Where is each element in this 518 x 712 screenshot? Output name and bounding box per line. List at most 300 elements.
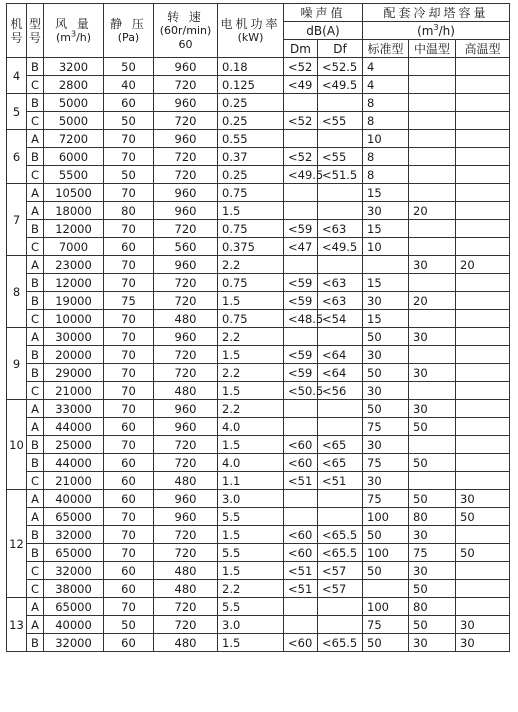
table-row — [7, 436, 510, 454]
cell-type: B — [27, 364, 44, 382]
cell-noise-dm: <52 — [284, 58, 318, 76]
cell-noise-df: <63 — [318, 292, 363, 310]
cell-speed: 960 — [154, 400, 218, 418]
cell-noise-df: <57 — [318, 580, 363, 598]
cell-tower-medium — [409, 148, 456, 166]
cell-noise-dm — [284, 598, 318, 616]
header-tower-standard: 标准型 — [363, 40, 409, 58]
header-speed-unit-2: 60 — [178, 37, 193, 51]
header-tower-high: 高温型 — [456, 40, 510, 58]
table-row — [7, 58, 510, 76]
cell-speed: 960 — [154, 202, 218, 220]
cell-motor-power: 1.5 — [218, 346, 284, 364]
cell-speed: 720 — [154, 454, 218, 472]
cell-motor-power: 0.75 — [218, 274, 284, 292]
cell-airflow: 65000 — [44, 598, 104, 616]
cell-noise-dm — [284, 202, 318, 220]
cell-type: A — [27, 490, 44, 508]
cell-static-pressure: 70 — [104, 544, 154, 562]
cell-motor-power: 1.5 — [218, 292, 284, 310]
table-row — [7, 256, 510, 274]
cell-motor-power: 5.5 — [218, 544, 284, 562]
cell-type: B — [27, 454, 44, 472]
cell-static-pressure: 70 — [104, 274, 154, 292]
table-row — [7, 418, 510, 436]
table-row — [7, 184, 510, 202]
cell-noise-df: <65.5 — [318, 526, 363, 544]
cell-airflow: 7200 — [44, 130, 104, 148]
cell-speed: 480 — [154, 562, 218, 580]
cell-speed: 720 — [154, 274, 218, 292]
cell-tower-standard: 50 — [363, 634, 409, 652]
cell-static-pressure: 60 — [104, 238, 154, 256]
cell-noise-dm — [284, 94, 318, 112]
header-speed-unit-1: (60r/min) — [159, 23, 212, 37]
cell-static-pressure: 70 — [104, 508, 154, 526]
cell-airflow: 30000 — [44, 328, 104, 346]
cell-tower-high: 50 — [456, 508, 510, 526]
cell-noise-dm: <59 — [284, 220, 318, 238]
cell-noise-dm — [284, 400, 318, 418]
cell-static-pressure: 60 — [104, 94, 154, 112]
cell-tower-high — [456, 472, 510, 490]
cell-speed: 720 — [154, 598, 218, 616]
cell-speed: 720 — [154, 364, 218, 382]
cell-machine-number: 10 — [7, 400, 27, 490]
cell-tower-standard: 10 — [363, 130, 409, 148]
cell-noise-df — [318, 184, 363, 202]
cell-type: A — [27, 328, 44, 346]
cell-static-pressure: 60 — [104, 454, 154, 472]
cell-speed: 960 — [154, 256, 218, 274]
cell-machine-number: 8 — [7, 256, 27, 328]
cell-machine-number: 5 — [7, 94, 27, 130]
cell-tower-medium — [409, 238, 456, 256]
cell-noise-df — [318, 130, 363, 148]
cell-static-pressure: 70 — [104, 130, 154, 148]
cell-speed: 480 — [154, 580, 218, 598]
cell-motor-power: 5.5 — [218, 598, 284, 616]
cell-tower-medium — [409, 346, 456, 364]
cell-tower-high — [456, 94, 510, 112]
cell-airflow: 38000 — [44, 580, 104, 598]
cell-tower-standard: 100 — [363, 598, 409, 616]
table-row — [7, 166, 510, 184]
cell-noise-df: <65 — [318, 436, 363, 454]
cell-machine-number: 4 — [7, 58, 27, 94]
cell-speed: 720 — [154, 346, 218, 364]
cell-type: C — [27, 310, 44, 328]
cell-tower-high — [456, 418, 510, 436]
cell-static-pressure: 70 — [104, 382, 154, 400]
cell-static-pressure: 75 — [104, 292, 154, 310]
cell-noise-df: <51 — [318, 472, 363, 490]
cell-type: C — [27, 112, 44, 130]
cell-tower-medium — [409, 382, 456, 400]
cell-noise-dm — [284, 130, 318, 148]
cell-motor-power: 0.75 — [218, 184, 284, 202]
cell-motor-power: 3.0 — [218, 616, 284, 634]
cell-tower-standard — [363, 580, 409, 598]
cell-speed: 720 — [154, 166, 218, 184]
table-row — [7, 616, 510, 634]
cell-type: A — [27, 202, 44, 220]
cell-airflow: 32000 — [44, 562, 104, 580]
header-speed — [154, 4, 218, 58]
cell-type: B — [27, 634, 44, 652]
cell-tower-medium: 30 — [409, 400, 456, 418]
cell-airflow: 5000 — [44, 94, 104, 112]
cell-tower-high — [456, 598, 510, 616]
header-noise-label: 噪声值 — [300, 5, 346, 20]
header-tower — [363, 4, 510, 22]
header-airflow-unit: $(m^3/h)$ — [55, 28, 92, 44]
cell-speed: 960 — [154, 58, 218, 76]
table-row — [7, 292, 510, 310]
cell-tower-medium: 20 — [409, 292, 456, 310]
cell-tower-high — [456, 562, 510, 580]
cell-airflow: 3200 — [44, 58, 104, 76]
cell-speed: 480 — [154, 634, 218, 652]
cell-motor-power: 2.2 — [218, 328, 284, 346]
cell-motor-power: 2.2 — [218, 256, 284, 274]
cell-noise-dm: <51 — [284, 472, 318, 490]
header-tower-medium: 中温型 — [409, 40, 456, 58]
cell-tower-high — [456, 310, 510, 328]
cell-motor-power: 1.5 — [218, 634, 284, 652]
cell-noise-df: <57 — [318, 562, 363, 580]
table-row — [7, 112, 510, 130]
cell-tower-medium: 30 — [409, 634, 456, 652]
cell-airflow: 44000 — [44, 454, 104, 472]
header-noise — [284, 4, 363, 22]
table-row — [7, 472, 510, 490]
header-tower-unit: $(m^3/h)$ — [363, 22, 510, 40]
cell-airflow: 65000 — [44, 544, 104, 562]
cell-noise-dm: <52 — [284, 148, 318, 166]
cell-tower-medium — [409, 76, 456, 94]
cell-static-pressure: 70 — [104, 346, 154, 364]
cell-airflow: 2800 — [44, 76, 104, 94]
cell-airflow: 44000 — [44, 418, 104, 436]
cell-tower-high — [456, 58, 510, 76]
cell-tower-standard: 30 — [363, 202, 409, 220]
cell-type: B — [27, 346, 44, 364]
cell-airflow: 5000 — [44, 112, 104, 130]
cell-tower-standard: 15 — [363, 274, 409, 292]
cell-tower-standard: 75 — [363, 418, 409, 436]
header-tower-label: 配套冷却塔容量 — [383, 5, 489, 20]
cell-speed: 960 — [154, 184, 218, 202]
table-row — [7, 382, 510, 400]
cell-static-pressure: 70 — [104, 400, 154, 418]
cell-static-pressure: 60 — [104, 562, 154, 580]
cell-noise-dm — [284, 490, 318, 508]
cell-noise-dm: <50.5 — [284, 382, 318, 400]
cell-noise-dm: <60 — [284, 436, 318, 454]
cell-noise-dm: <59 — [284, 274, 318, 292]
cell-tower-medium — [409, 220, 456, 238]
cell-tower-medium: 50 — [409, 418, 456, 436]
cell-static-pressure: 40 — [104, 76, 154, 94]
cell-noise-dm: <59 — [284, 364, 318, 382]
cell-static-pressure: 70 — [104, 598, 154, 616]
cell-motor-power: 4.0 — [218, 418, 284, 436]
cell-static-pressure: 70 — [104, 328, 154, 346]
cell-speed: 960 — [154, 130, 218, 148]
cell-noise-df — [318, 508, 363, 526]
header-noise-unit: dB(A) — [284, 22, 363, 40]
cell-noise-df: <64 — [318, 346, 363, 364]
cell-motor-power: 0.75 — [218, 220, 284, 238]
cell-machine-number: 6 — [7, 130, 27, 184]
cell-airflow: 33000 — [44, 400, 104, 418]
cell-noise-dm: <49 — [284, 76, 318, 94]
cell-tower-standard: 8 — [363, 148, 409, 166]
cell-noise-dm — [284, 256, 318, 274]
cell-motor-power: 0.75 — [218, 310, 284, 328]
cell-type: A — [27, 130, 44, 148]
cell-tower-standard: 4 — [363, 76, 409, 94]
cell-motor-power: 0.55 — [218, 130, 284, 148]
cell-static-pressure: 50 — [104, 112, 154, 130]
cell-airflow: 32000 — [44, 526, 104, 544]
cell-noise-df — [318, 616, 363, 634]
cell-tower-high: 30 — [456, 616, 510, 634]
cell-noise-dm: <60 — [284, 544, 318, 562]
cell-tower-standard: 15 — [363, 184, 409, 202]
cell-static-pressure: 70 — [104, 364, 154, 382]
cell-airflow: 32000 — [44, 634, 104, 652]
cell-noise-dm — [284, 418, 318, 436]
table-row — [7, 310, 510, 328]
cell-noise-dm — [284, 616, 318, 634]
cell-tower-high — [456, 436, 510, 454]
cell-type: B — [27, 292, 44, 310]
cell-tower-high — [456, 346, 510, 364]
table-row — [7, 634, 510, 652]
cell-tower-medium: 80 — [409, 508, 456, 526]
cell-noise-dm: <59 — [284, 346, 318, 364]
cell-airflow: 12000 — [44, 220, 104, 238]
cell-type: B — [27, 148, 44, 166]
cell-motor-power: 5.5 — [218, 508, 284, 526]
cell-tower-medium — [409, 436, 456, 454]
cell-tower-standard: 50 — [363, 328, 409, 346]
cell-type: C — [27, 580, 44, 598]
cell-tower-high — [456, 220, 510, 238]
cell-speed: 720 — [154, 544, 218, 562]
cell-type: C — [27, 76, 44, 94]
cell-airflow: 5500 — [44, 166, 104, 184]
cell-airflow: 65000 — [44, 508, 104, 526]
cell-type: B — [27, 274, 44, 292]
cell-type: B — [27, 94, 44, 112]
cell-static-pressure: 60 — [104, 580, 154, 598]
cell-motor-power: 1.5 — [218, 436, 284, 454]
cell-noise-dm: <52 — [284, 112, 318, 130]
cell-motor-power: 2.2 — [218, 400, 284, 418]
cell-tower-medium: 50 — [409, 454, 456, 472]
cell-machine-number: 13 — [7, 598, 27, 652]
cell-speed: 720 — [154, 148, 218, 166]
cell-motor-power: 0.125 — [218, 76, 284, 94]
cell-airflow: 18000 — [44, 202, 104, 220]
cell-noise-df: <63 — [318, 220, 363, 238]
header-type: 型号 — [27, 4, 44, 58]
cell-tower-standard: 30 — [363, 346, 409, 364]
cell-tower-high — [456, 454, 510, 472]
cell-speed: 480 — [154, 472, 218, 490]
cell-static-pressure: 50 — [104, 58, 154, 76]
header-motor-power — [218, 4, 284, 58]
cell-speed: 960 — [154, 94, 218, 112]
cell-tower-standard: 100 — [363, 508, 409, 526]
cell-static-pressure: 70 — [104, 220, 154, 238]
cell-airflow: 40000 — [44, 490, 104, 508]
cell-speed: 720 — [154, 76, 218, 94]
cell-type: C — [27, 238, 44, 256]
cell-tower-medium: 20 — [409, 202, 456, 220]
cell-noise-df — [318, 94, 363, 112]
cell-airflow: 29000 — [44, 364, 104, 382]
table-row — [7, 544, 510, 562]
table-row — [7, 346, 510, 364]
cell-airflow: 21000 — [44, 382, 104, 400]
cell-speed: 960 — [154, 328, 218, 346]
cell-tower-medium: 75 — [409, 544, 456, 562]
cell-motor-power: 3.0 — [218, 490, 284, 508]
cell-noise-dm — [284, 508, 318, 526]
cell-static-pressure: 50 — [104, 166, 154, 184]
cell-type: B — [27, 436, 44, 454]
cell-motor-power: 1.1 — [218, 472, 284, 490]
cell-tower-high — [456, 76, 510, 94]
cell-tower-standard: 50 — [363, 526, 409, 544]
cell-type: A — [27, 598, 44, 616]
cell-tower-medium: 30 — [409, 562, 456, 580]
cell-noise-dm: <60 — [284, 454, 318, 472]
header-airflow — [44, 4, 104, 58]
cell-static-pressure: 70 — [104, 148, 154, 166]
cell-type: A — [27, 400, 44, 418]
cell-tower-standard: 30 — [363, 382, 409, 400]
cell-tower-standard: 30 — [363, 472, 409, 490]
cell-noise-df: <65.5 — [318, 544, 363, 562]
cell-speed: 960 — [154, 418, 218, 436]
cell-tower-standard: 100 — [363, 544, 409, 562]
cell-type: C — [27, 472, 44, 490]
cell-machine-number: 9 — [7, 328, 27, 400]
cell-tower-standard: 50 — [363, 562, 409, 580]
cell-static-pressure: 60 — [104, 490, 154, 508]
cell-tower-standard: 50 — [363, 364, 409, 382]
table-row — [7, 598, 510, 616]
cell-noise-df: <55 — [318, 112, 363, 130]
cell-static-pressure: 60 — [104, 634, 154, 652]
cell-tower-standard: 15 — [363, 220, 409, 238]
cell-tower-medium — [409, 130, 456, 148]
cell-tower-standard: 15 — [363, 310, 409, 328]
cell-noise-df: <56 — [318, 382, 363, 400]
cell-noise-df — [318, 256, 363, 274]
cell-noise-dm: <49.5 — [284, 166, 318, 184]
cell-motor-power: 1.5 — [218, 526, 284, 544]
cell-tower-medium — [409, 166, 456, 184]
header-machine: 机号 — [7, 4, 27, 58]
table-row — [7, 94, 510, 112]
cell-static-pressure: 80 — [104, 202, 154, 220]
cell-airflow: 25000 — [44, 436, 104, 454]
cell-noise-df: <65 — [318, 454, 363, 472]
cell-noise-dm: <47 — [284, 238, 318, 256]
cell-tower-high — [456, 184, 510, 202]
cell-tower-standard: 8 — [363, 112, 409, 130]
fan-spec-table — [6, 3, 510, 652]
cell-noise-df: <54 — [318, 310, 363, 328]
cell-tower-medium: 30 — [409, 328, 456, 346]
cell-noise-dm: <60 — [284, 526, 318, 544]
cell-speed: 720 — [154, 616, 218, 634]
table-row — [7, 508, 510, 526]
table-row — [7, 238, 510, 256]
cell-static-pressure: 50 — [104, 616, 154, 634]
cell-type: B — [27, 58, 44, 76]
cell-speed: 720 — [154, 436, 218, 454]
cell-static-pressure: 70 — [104, 310, 154, 328]
table-row — [7, 76, 510, 94]
cell-tower-high — [456, 238, 510, 256]
cell-speed: 960 — [154, 508, 218, 526]
cell-airflow: 7000 — [44, 238, 104, 256]
cell-noise-dm: <48.5 — [284, 310, 318, 328]
cell-speed: 720 — [154, 526, 218, 544]
table-row — [7, 490, 510, 508]
table-row — [7, 274, 510, 292]
cell-tower-standard: 75 — [363, 454, 409, 472]
cell-speed: 560 — [154, 238, 218, 256]
cell-tower-high — [456, 382, 510, 400]
cell-tower-standard: 8 — [363, 94, 409, 112]
cell-machine-number: 12 — [7, 490, 27, 598]
cell-static-pressure: 60 — [104, 472, 154, 490]
cell-tower-medium: 50 — [409, 490, 456, 508]
cell-tower-medium — [409, 274, 456, 292]
cell-noise-df — [318, 400, 363, 418]
cell-tower-medium — [409, 472, 456, 490]
cell-speed: 480 — [154, 310, 218, 328]
cell-tower-medium: 50 — [409, 580, 456, 598]
cell-noise-dm: <51 — [284, 580, 318, 598]
cell-speed: 720 — [154, 220, 218, 238]
cell-tower-medium — [409, 94, 456, 112]
cell-type: A — [27, 616, 44, 634]
cell-motor-power: 0.37 — [218, 148, 284, 166]
cell-tower-high: 20 — [456, 256, 510, 274]
cell-noise-dm: <59 — [284, 292, 318, 310]
cell-tower-high — [456, 328, 510, 346]
cell-airflow: 6000 — [44, 148, 104, 166]
table-row — [7, 328, 510, 346]
cell-speed: 720 — [154, 292, 218, 310]
cell-motor-power: 4.0 — [218, 454, 284, 472]
cell-motor-power: 0.25 — [218, 112, 284, 130]
header-static-pressure-label: 静 压 — [110, 16, 147, 31]
cell-tower-medium — [409, 112, 456, 130]
cell-motor-power: 0.25 — [218, 94, 284, 112]
cell-tower-standard: 10 — [363, 238, 409, 256]
cell-tower-standard — [363, 256, 409, 274]
